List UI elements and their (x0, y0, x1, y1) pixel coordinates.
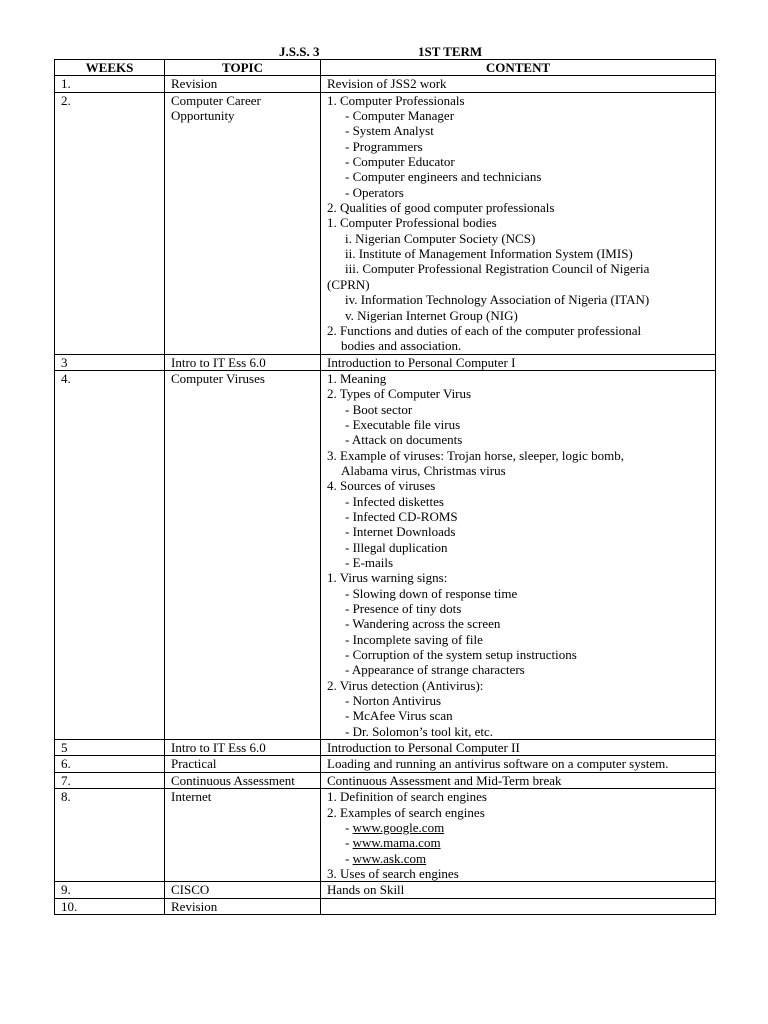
content-cell (321, 789, 716, 882)
content-cell (321, 92, 716, 354)
content-line: 1. Definition of search engines (327, 789, 487, 805)
week-cell: 4. (55, 370, 165, 739)
content-cell (321, 898, 716, 914)
content-line: i. Nigerian Computer Society (NCS) (345, 230, 536, 246)
week-cell: 6. (55, 756, 165, 772)
topic-line: Internet (171, 789, 212, 805)
bullet-dash: - (345, 819, 353, 835)
content-line: 2. Examples of search engines (327, 804, 485, 820)
content-line: Hands on Skill (327, 882, 405, 898)
content-link-line (327, 851, 709, 866)
topic-line: Opportunity (171, 108, 235, 124)
content-column-header: CONTENT (321, 60, 716, 76)
content-line: - McAfee Virus scan (345, 708, 453, 724)
week-cell: 1. (55, 76, 165, 92)
content-cell (321, 370, 716, 739)
week-cell: 3 (55, 354, 165, 370)
content-line: v. Nigerian Internet Group (NIG) (345, 307, 518, 323)
topic-line: Revision (171, 898, 218, 914)
table-row (55, 789, 716, 882)
content-line: - Appearance of strange characters (345, 662, 525, 678)
content-line: 1. Computer Professionals (327, 92, 465, 108)
week-cell: 8. (55, 789, 165, 882)
content-line: Alabama virus, Christmas virus (341, 462, 506, 478)
content-line: - Illegal duplication (345, 539, 448, 555)
topic-line: Intro to IT Ess 6.0 (171, 354, 266, 370)
content-cell (321, 76, 716, 92)
weeks-column-header: WEEKS (55, 60, 165, 76)
search-engine-link[interactable]: www.google.com (352, 819, 445, 835)
table-row (55, 370, 716, 739)
search-engine-link[interactable]: www.ask.com (352, 850, 427, 866)
content-line: Continuous Assessment and Mid-Term break (327, 772, 562, 788)
search-engine-link[interactable]: www.mama.com (352, 835, 441, 851)
content-line: 4. Sources of viruses (327, 478, 436, 494)
content-line: - Internet Downloads (345, 524, 456, 540)
content-line: 2. Types of Computer Virus (327, 386, 472, 402)
bullet-dash: - (345, 835, 353, 851)
week-cell: 10. (55, 898, 165, 914)
content-line: - Operators (345, 184, 404, 200)
content-line: - Executable file virus (345, 416, 461, 432)
topic-line: Continuous Assessment (171, 772, 295, 788)
content-line: - Infected CD-ROMS (345, 508, 458, 524)
topic-line: CISCO (171, 882, 210, 898)
content-cell (321, 882, 716, 898)
content-cell (321, 354, 716, 370)
content-line: Loading and running an antivirus software on a computer system. (327, 756, 669, 772)
topic-line: Computer Career (171, 92, 261, 108)
content-line: - Presence of tiny dots (345, 601, 462, 617)
content-line: 2. Functions and duties of each of the computer professional (327, 322, 642, 338)
topic-cell (165, 740, 321, 756)
content-line: - Wandering across the screen (345, 616, 501, 632)
table-row (55, 92, 716, 354)
content-line: Revision of JSS2 work (327, 76, 447, 92)
topic-line: Practical (171, 756, 217, 772)
table-row (55, 882, 716, 898)
table-row (55, 76, 716, 92)
content-line: - Computer engineers and technicians (345, 169, 542, 185)
content-link-line (327, 835, 709, 850)
term-title: 1ST TERM (418, 44, 483, 59)
content-line: - System Analyst (345, 123, 434, 139)
table-header-row (55, 60, 716, 76)
week-cell: 9. (55, 882, 165, 898)
topic-cell (165, 898, 321, 914)
content-line: - Infected diskettes (345, 493, 444, 509)
content-line: - E-mails (345, 555, 394, 570)
topic-cell (165, 756, 321, 772)
content-line: - Norton Antivirus (345, 693, 442, 709)
content-line: - Dr. Solomon’s tool kit, etc. (345, 723, 494, 739)
content-line: - Corruption of the system setup instructions (345, 647, 577, 663)
content-line: iv. Information Technology Association of Nigeria (ITAN) (345, 292, 650, 308)
content-line: 2. Qualities of good computer professionals (327, 200, 555, 216)
table-row (55, 898, 716, 914)
topic-column-header: TOPIC (165, 60, 321, 76)
document-heading (0, 44, 768, 59)
topic-cell (165, 92, 321, 354)
topic-cell (165, 882, 321, 898)
content-cell (321, 740, 716, 756)
topic-line: Revision (171, 76, 218, 92)
topic-cell (165, 772, 321, 788)
content-line: (CPRN) (327, 276, 370, 292)
table-row (55, 756, 716, 772)
content-line: ii. Institute of Management Information System (IMIS) (345, 246, 633, 262)
content-line: 1. Meaning (327, 370, 387, 386)
week-cell: 2. (55, 92, 165, 354)
content-cell (321, 756, 716, 772)
content-line: 1. Computer Professional bodies (327, 215, 497, 231)
topic-cell (165, 370, 321, 739)
bullet-dash: - (345, 850, 353, 866)
class-title: J.S.S. 3 (279, 44, 320, 59)
content-line: iii. Computer Professional Registration Council of Nigeria (345, 261, 650, 277)
topic-cell (165, 789, 321, 882)
content-line: - Attack on documents (345, 432, 463, 448)
content-cell (321, 772, 716, 788)
content-line: - Computer Educator (345, 154, 455, 170)
content-line: 3. Uses of search engines (327, 865, 459, 881)
content-link-line (327, 820, 709, 835)
content-line: 3. Example of viruses: Trojan horse, sleeper, logic bomb, (327, 447, 624, 463)
content-line: - Boot sector (345, 401, 413, 417)
scheme-of-work-table (54, 59, 716, 915)
week-cell: 7. (55, 772, 165, 788)
content-line: - Computer Manager (345, 108, 455, 124)
content-line: - Incomplete saving of file (345, 631, 483, 647)
content-line: - Programmers (345, 138, 423, 154)
content-line: Introduction to Personal Computer II (327, 740, 520, 756)
content-line: - Slowing down of response time (345, 585, 518, 601)
topic-cell (165, 76, 321, 92)
content-line: 2. Virus detection (Antivirus): (327, 677, 484, 693)
topic-cell (165, 354, 321, 370)
topic-line: Intro to IT Ess 6.0 (171, 740, 266, 756)
table-row (55, 740, 716, 756)
content-line: Introduction to Personal Computer I (327, 354, 516, 370)
week-cell: 5 (55, 740, 165, 756)
topic-line: Computer Viruses (171, 370, 265, 386)
content-line: bodies and association. (341, 338, 462, 354)
table-row (55, 354, 716, 370)
content-line: 1. Virus warning signs: (327, 570, 448, 586)
table-row (55, 772, 716, 788)
